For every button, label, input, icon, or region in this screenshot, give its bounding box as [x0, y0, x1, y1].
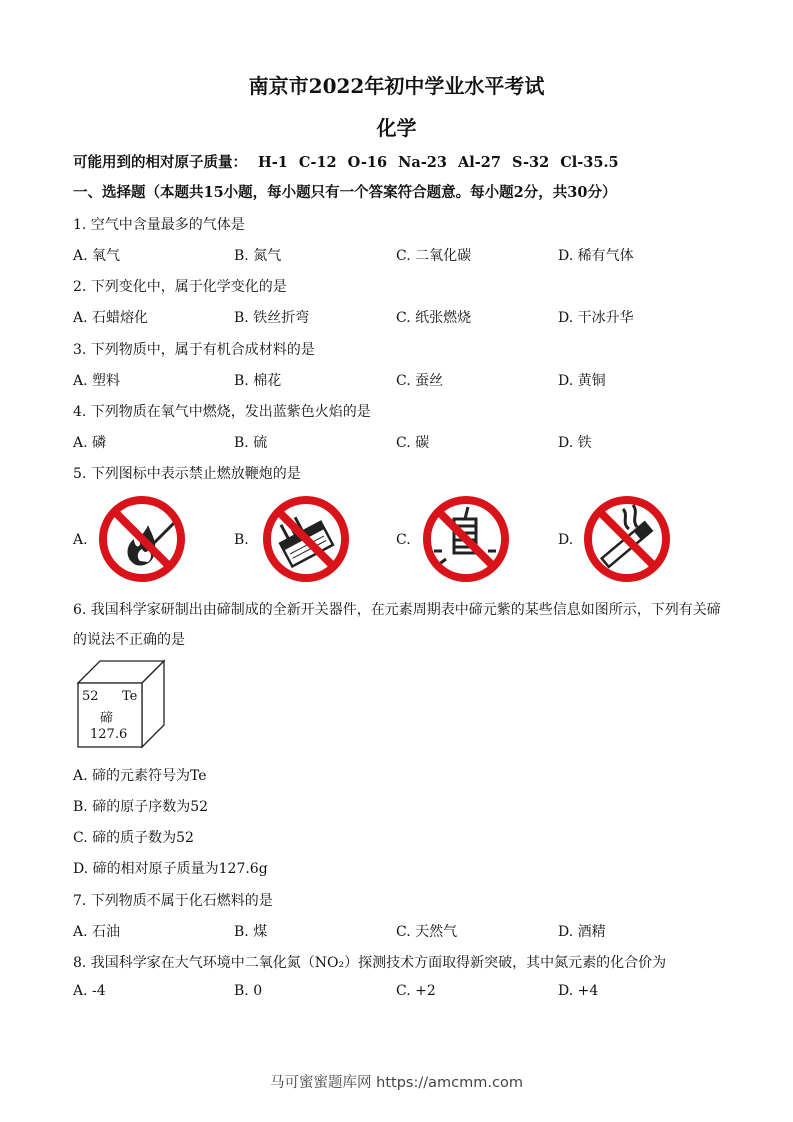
- atomic-mass-line: 可能用到的相对原子质量： H-1 C-12 O-16 Na-23 Al-27 S-32 Cl-35.5: [73, 154, 619, 171]
- question-6-option-d: D. 碲的相对原子质量为127.6g: [73, 861, 268, 877]
- footer-watermark[interactable]: 马可蜜蜜题库网 https://amcmm.com: [270, 1075, 523, 1091]
- question-4-option-a: A. 磷: [73, 435, 107, 451]
- question-5-option-d: D.: [558, 532, 574, 548]
- question-3-option-c: C. 蚕丝: [396, 373, 444, 389]
- question-7-option-d: D. 酒精: [558, 924, 606, 940]
- question-1-stem: 1. 空气中含量最多的气体是: [73, 217, 245, 233]
- question-2-option-c: C. 纸张燃烧: [396, 310, 472, 326]
- question-1-option-d: D. 稀有气体: [558, 248, 634, 264]
- question-2-option-d: D. 干冰升华: [558, 310, 634, 326]
- section-heading: 一、选择题（本题共15小题，每小题只有一个答案符合题意。每小题2分，共30分）: [73, 184, 617, 201]
- question-6-option-a: A. 碲的元素符号为Te: [73, 768, 207, 784]
- element-atomic-mass: 127.6: [90, 727, 128, 742]
- exam-title: 南京市2022年初中学业水平考试: [248, 74, 545, 98]
- question-5-option-b: B.: [234, 532, 249, 548]
- question-2-stem: 2. 下列变化中，属于化学变化的是: [73, 279, 287, 295]
- question-8-option-b: B. 0: [234, 983, 263, 999]
- question-7-option-a: A. 石油: [73, 924, 121, 940]
- element-symbol: Te: [122, 689, 138, 704]
- question-4-option-b: B. 硫: [234, 435, 268, 451]
- no-open-flame-icon: [96, 493, 188, 585]
- element-atomic-number: 52: [82, 689, 99, 704]
- question-2-option-a: A. 石蜡熔化: [73, 310, 149, 326]
- question-7-stem: 7. 下列物质不属于化石燃料的是: [73, 893, 273, 909]
- question-1-option-a: A. 氧气: [73, 248, 121, 264]
- question-1-option-b: B. 氮气: [234, 248, 282, 264]
- no-firecrackers-icon: [420, 493, 512, 585]
- question-3-option-a: A. 塑料: [73, 373, 121, 389]
- question-6-option-c: C. 碲的质子数为52: [73, 830, 194, 846]
- question-8-stem: 8. 我国科学家在大气环境中二氧化氮（NO₂）探测技术方面取得新突破，其中氮元素的化合价为: [73, 955, 667, 971]
- question-8-option-d: D. +4: [558, 983, 599, 999]
- no-matches-icon: [260, 493, 352, 585]
- question-3-option-b: B. 棉花: [234, 373, 282, 389]
- question-8-option-c: C. +2: [396, 983, 436, 999]
- element-cell-tellurium: [76, 659, 168, 751]
- question-4-stem: 4. 下列物质在氧气中燃烧，发出蓝紫色火焰的是: [73, 404, 371, 420]
- question-6-stem-line1: 6. 我国科学家研制出由碲制成的全新开关器件，在元素周期表中碲元紫的某些信息如图所示，下列有关碲: [73, 602, 721, 618]
- element-name: 碲: [100, 711, 114, 726]
- question-7-option-c: C. 天然气: [396, 924, 458, 940]
- question-4-option-c: C. 碳: [396, 435, 430, 451]
- question-6-stem-line2: 的说法不正确的是: [73, 632, 185, 648]
- no-smoking-icon: [581, 493, 673, 585]
- question-3-option-d: D. 黄铜: [558, 373, 606, 389]
- question-3-stem: 3. 下列物质中，属于有机合成材料的是: [73, 342, 315, 358]
- question-6-option-b: B. 碲的原子序数为52: [73, 799, 209, 815]
- question-4-option-d: D. 铁: [558, 435, 592, 451]
- question-5-option-a: A.: [73, 532, 88, 548]
- subject-title: 化学: [376, 116, 417, 140]
- question-2-option-b: B. 铁丝折弯: [234, 310, 310, 326]
- question-7-option-b: B. 煤: [234, 924, 268, 940]
- question-5-option-c: C.: [396, 532, 411, 548]
- question-5-stem: 5. 下列图标中表示禁止燃放鞭炮的是: [73, 466, 301, 482]
- question-1-option-c: C. 二氧化碳: [396, 248, 472, 264]
- question-8-option-a: A. -4: [73, 983, 106, 999]
